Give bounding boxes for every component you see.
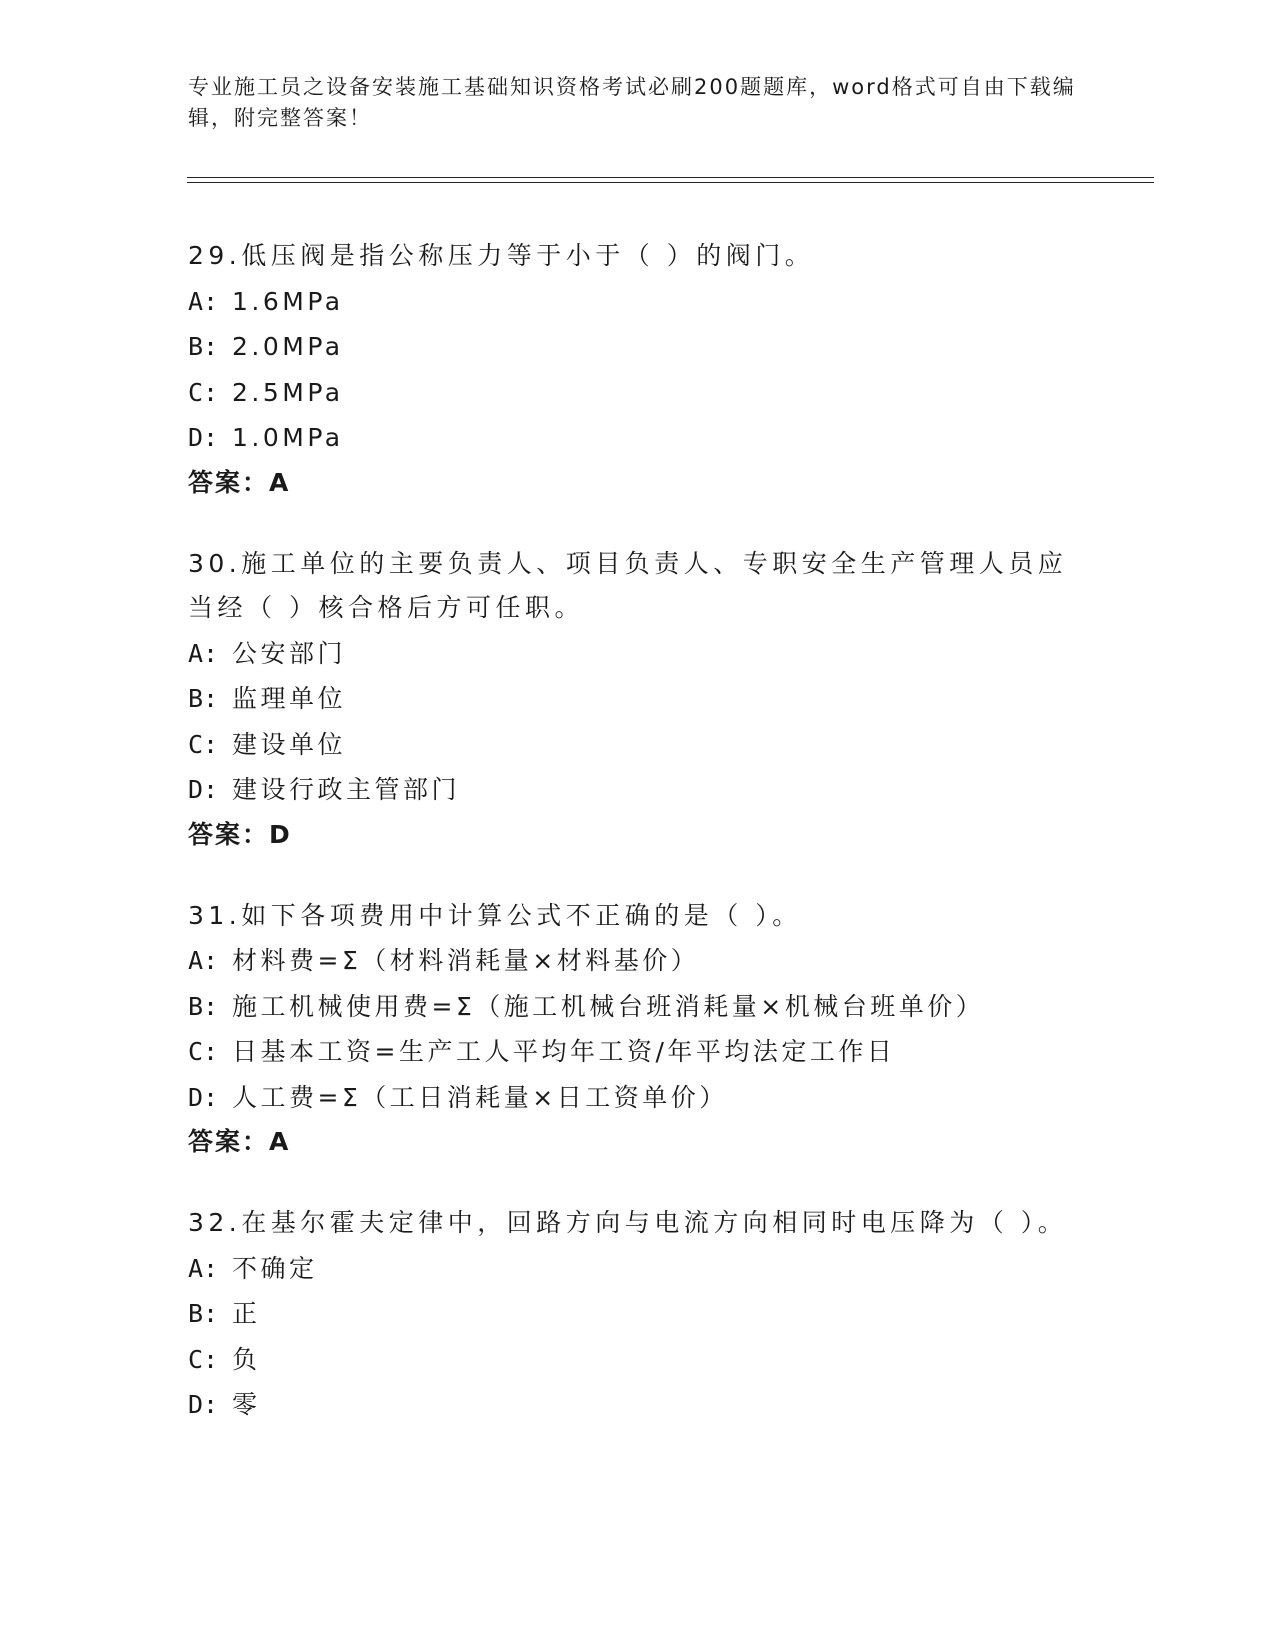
question-stem: 31.如下各项费用中计算公式不正确的是（ ）。 [188, 900, 802, 930]
option-text: 不确定 [232, 1253, 318, 1283]
option-key: B: [188, 991, 219, 1021]
answer-line: 答案：D [188, 819, 292, 849]
question-31 [188, 894, 1088, 1164]
option-key: C: [188, 1037, 219, 1066]
question-30 [188, 542, 1088, 856]
question-29 [188, 234, 1088, 504]
answer-line: 答案：A [188, 467, 291, 497]
option-text: 零 [232, 1390, 261, 1419]
option-c [188, 1029, 1088, 1075]
question-32 [188, 1201, 1088, 1428]
option-text: 公安部门 [232, 638, 347, 668]
option-text: 1.6MPa [232, 286, 344, 316]
option-a [188, 631, 1088, 677]
header-divider-top [187, 177, 1154, 178]
option-key: D: [188, 1390, 219, 1419]
option-text: 日基本工资=生产工人平均年工资/年平均法定工作日 [232, 1037, 896, 1066]
option-d [188, 1382, 1088, 1428]
option-text: 2.5MPa [232, 377, 344, 407]
option-text: 监理单位 [232, 684, 347, 713]
option-text: 材料费=Σ（材料消耗量×材料基价） [232, 946, 700, 975]
option-b [188, 324, 1088, 370]
option-key: B: [188, 684, 219, 713]
option-c [188, 370, 1088, 416]
option-list [188, 279, 1088, 461]
option-text: 人工费=Σ（工日消耗量×日工资单价） [232, 1082, 728, 1112]
question-stem: 30.施工单位的主要负责人、项目负责人、专职安全生产管理人员应当经（ ）核合格后方可任职。 [188, 548, 1068, 622]
option-text: 建设行政主管部门 [232, 775, 461, 804]
option-key: B: [188, 332, 219, 361]
option-d [188, 1075, 1088, 1121]
option-text: 2.0MPa [232, 332, 344, 361]
question-list [188, 234, 1088, 1466]
option-key: A: [188, 1253, 219, 1283]
option-a [188, 938, 1088, 984]
option-list [188, 938, 1088, 1120]
option-list [188, 631, 1088, 813]
question-stem: 32.在基尔霍夫定律中，回路方向与电流方向相同时电压降为（ ）。 [188, 1208, 1068, 1237]
option-a [188, 279, 1088, 325]
option-key: A: [188, 638, 219, 668]
option-key: D: [188, 775, 219, 804]
option-b [188, 984, 1088, 1030]
option-text: 施工机械使用费=Σ（施工机械台班消耗量×机械台班单价） [232, 991, 985, 1021]
option-text: 负 [232, 1344, 261, 1374]
option-c [188, 1337, 1088, 1383]
option-text: 正 [232, 1299, 261, 1328]
option-d [188, 767, 1088, 813]
option-b [188, 1291, 1088, 1337]
option-key: C: [188, 377, 219, 407]
option-key: A: [188, 946, 219, 975]
option-key: D: [188, 1082, 219, 1112]
option-a [188, 1246, 1088, 1292]
option-text: 1.0MPa [232, 423, 344, 452]
header-divider-bottom [187, 182, 1154, 183]
option-key: C: [188, 1344, 219, 1374]
option-key: B: [188, 1299, 219, 1328]
question-stem: 29.低压阀是指公称压力等于小于（ ）的阀门。 [188, 241, 815, 270]
option-b [188, 676, 1088, 722]
option-key: C: [188, 729, 219, 759]
option-list [188, 1246, 1088, 1428]
option-key: A: [188, 286, 219, 316]
option-text: 建设单位 [232, 729, 347, 759]
option-key: D: [188, 423, 219, 452]
option-d [188, 415, 1088, 461]
answer-line: 答案：A [188, 1127, 291, 1156]
document-header: 专业施工员之设备安装施工基础知识资格考试必刷200题题库，word格式可自由下载编辑，附完整答案！ [188, 75, 1076, 130]
option-c [188, 722, 1088, 768]
